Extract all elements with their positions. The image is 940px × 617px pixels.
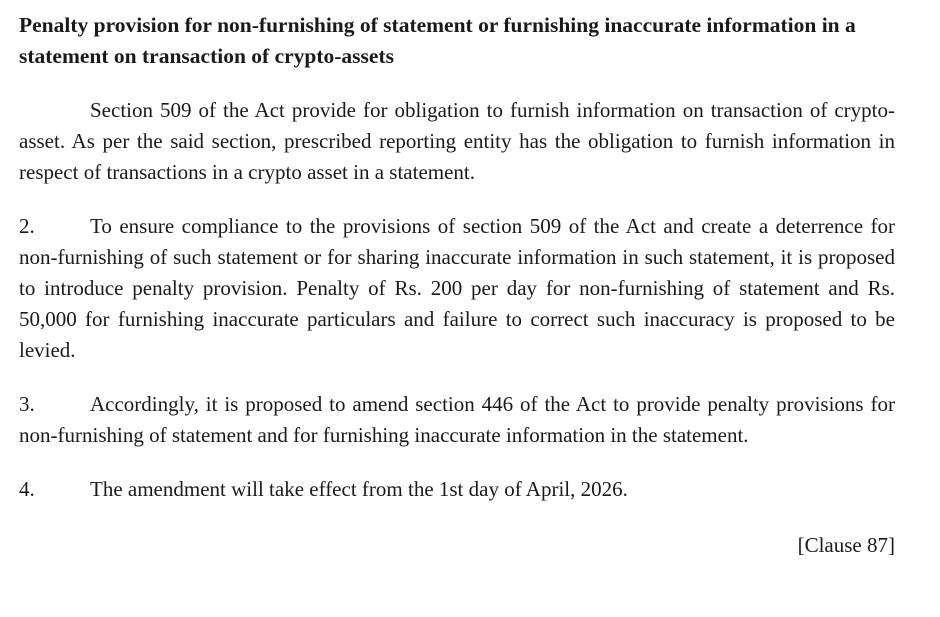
paragraph-text: Accordingly, it is proposed to amend section 446 of the Act to provide penalty provisions for non-furnishing of statement and for furnishing inaccurate information in the statement. (19, 392, 895, 447)
paragraph-text: The amendment will take effect from the 1st day of April, 2026. (90, 477, 628, 501)
paragraph-text: To ensure compliance to the provisions of section 509 of the Act and create a deterrence for non-furnishing of such statement or for sharing inaccurate information in such statement, it is proposed to introduce penalty provision. Penalty of Rs. 200 per day for non-furnishing of statement and Rs. 50,000 for furnishing inaccurate particulars and failure to correct such inaccuracy is proposed to be levied. (19, 214, 895, 362)
paragraph-3 (19, 389, 895, 451)
paragraph-2 (19, 211, 895, 366)
paragraph-4 (19, 474, 895, 505)
paragraph-number: 4. (19, 477, 35, 501)
clause-reference: [Clause 87] (797, 533, 895, 557)
paragraph-number: 2. (19, 214, 35, 238)
paragraph-number: 3. (19, 392, 35, 416)
intro-paragraph: Section 509 of the Act provide for obligation to furnish information on transaction of crypto-asset. As per the said section, prescribed reporting entity has the obligation to furnish information in respect of transactions in a crypto asset in a statement. (19, 98, 895, 184)
document-title: Penalty provision for non-furnishing of statement or furnishing inaccurate information in a statement on transaction of crypto-assets (19, 13, 856, 68)
document-page (19, 10, 895, 561)
